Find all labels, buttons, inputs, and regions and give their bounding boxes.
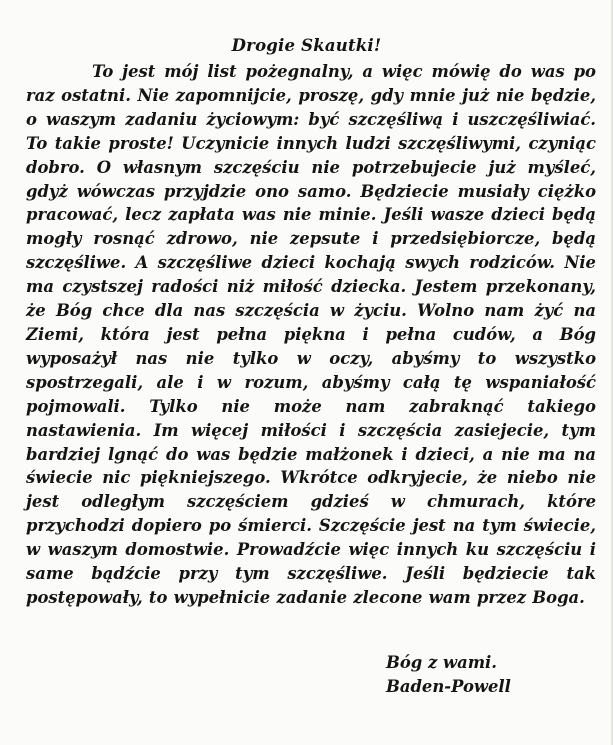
letter-greeting: Drogie Skautki! <box>231 36 382 55</box>
letter-closing-block <box>386 651 511 699</box>
letter-signature: Baden-Powell <box>386 677 511 696</box>
letter-closing: Bóg z wami. <box>386 653 497 672</box>
letter-body: To jest mój list pożegnalny, a więc mówię do was po raz ostatni. Nie zapomnijcie, proszę, gdy mnie już nie będzie, o waszym zadaniu życiowym: być szczęśliwą i uszczęśliwiać. To takie proste! Uczynicie innych ludzi szczęśliwymi, czyniąc dobro. O własnym szczęściu nie potrzebujecie już myśleć, gdyż wówczas przyjdzie ono samo. Będziecie musiały ciężko pracować, lecz zapłata was nie minie. Jeśli wasze dzieci będą mogły rosnąć zdrowo, nie zepsute i przedsiębiorcze, będą szczęśliwe. A szczęśliwe dzieci kochają swych rodziców. Nie ma czystszej radości niż miłość dziecka. Jestem przekonany, że Bóg chce dla nas szczęścia w życiu. Wolno nam żyć na Ziemi, która jest pełna piękna i pełna cudów, a Bóg wyposażył nas nie tylko w oczy, abyśmy to wszystko spostrzegali, ale i w rozum, abyśmy całą tę wspaniałość pojmowali. Tylko nie może nam zabraknąć takiego nastawienia. Im więcej miłości i szczęścia zasiejecie, tym bardziej lgnąć do was będzie małżonek i dzieci, a nie ma na świecie nic piękniejszego. Wkrótce odkryjecie, że niebo nie jest odległym szczęściem gdzieś w chmurach, które przychodzi dopiero po śmierci. Szczęście jest na tym świecie, w waszym domostwie. Prowadźcie więc innych ku szczęściu i same bądźcie przy tym szczęśliwe. Jeśli będziecie tak postępowały, to wypełnicie zadanie zlecone wam przez Boga. <box>26 62 596 607</box>
